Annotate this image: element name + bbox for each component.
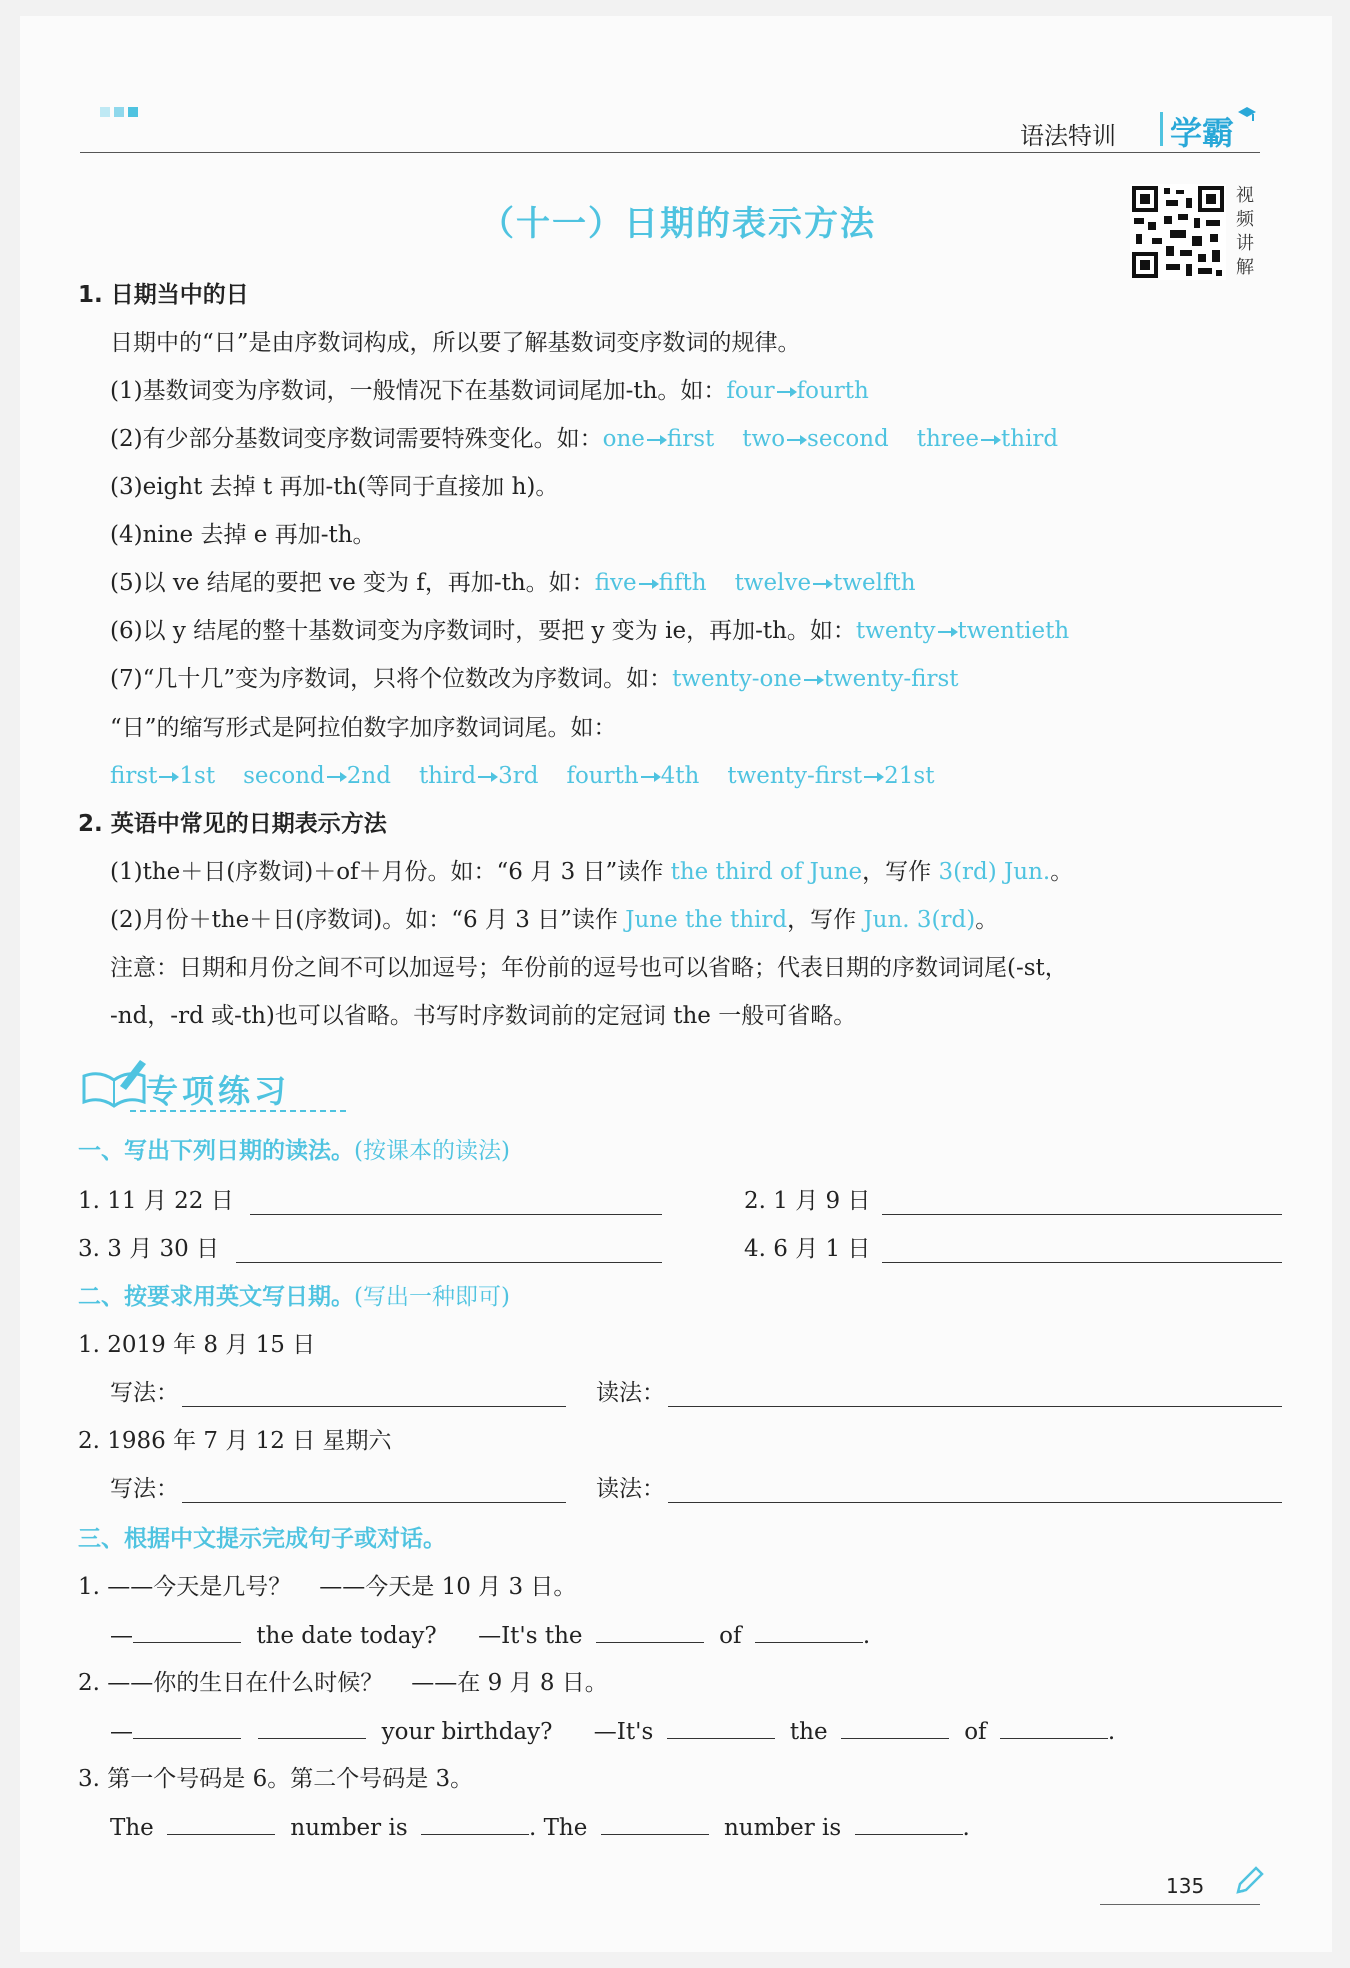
read-label: 读法： <box>596 1380 665 1406</box>
qr-label-char: 频 <box>1236 209 1254 230</box>
arrow-icon <box>639 583 657 585</box>
sec1-item-2: 2. 1 月 9 日 <box>744 1188 871 1214</box>
arrow-icon <box>938 631 956 633</box>
answer-line[interactable] <box>236 1262 662 1263</box>
example-ordinal: 1st <box>179 763 216 789</box>
mortarboard-icon <box>1236 104 1258 130</box>
sec2-item-1: 1. 2019 年 8 月 15 日 <box>78 1332 316 1358</box>
rule-line <box>110 568 916 598</box>
write-answer-line[interactable] <box>182 1502 566 1503</box>
text-fragment: ，写作 <box>787 907 864 933</box>
dash: — <box>110 1719 133 1745</box>
answer-text: ——今天是 10 月 3 日。 <box>319 1574 577 1600</box>
rule-line <box>110 472 558 502</box>
rule-line <box>110 424 1058 454</box>
rule-text: (3)eight 去掉 t 再加-th(等同于直接加 h)。 <box>110 474 559 500</box>
rule-text: (7)“几十几”变为序数词，只将个位数改为序数词。如： <box>110 666 673 692</box>
sec1-item-3: 3. 3 月 30 日 <box>78 1236 220 1262</box>
arrow-icon <box>647 439 665 441</box>
example-base: four <box>726 378 775 404</box>
part2-line1 <box>110 857 1073 887</box>
word: of <box>964 1719 987 1745</box>
example-base: twenty <box>855 618 936 644</box>
example-reading: the third of June <box>670 859 863 885</box>
example-pair <box>742 426 888 452</box>
arrow-icon <box>641 776 659 778</box>
example-ordinal: first <box>666 426 715 452</box>
sec1-title <box>78 1136 510 1166</box>
example-ordinal: 4th <box>660 763 700 789</box>
qr-label <box>1236 184 1258 280</box>
qr-label-char: 视 <box>1236 185 1254 206</box>
write-label: 写法： <box>110 1476 179 1502</box>
word: —It's <box>593 1719 654 1745</box>
section-title-text: 二、按要求用英文写日期。 <box>78 1284 354 1310</box>
abbr-pair <box>566 763 699 789</box>
example-ordinal: 2nd <box>346 763 391 789</box>
rule-text: (1)基数词变为序数词，一般情况下在基数词词尾加-th。如： <box>110 378 727 404</box>
part1-heading: 1. 日期当中的日 <box>78 282 249 308</box>
example-ordinal: third <box>1001 426 1059 452</box>
qr-label-char: 讲 <box>1236 233 1254 254</box>
example-pair <box>856 618 1069 644</box>
example-base: twelve <box>734 570 812 596</box>
answer-line[interactable] <box>882 1214 1282 1215</box>
example-ordinal: 21st <box>884 763 935 789</box>
note-line1: 注意：日期和月份之间不可以加逗号；年份前的逗号也可以省略；代表日期的序数词词尾(-st， <box>110 955 1068 981</box>
abbr-pair <box>110 763 215 789</box>
sec2-item-2: 2. 1986 年 7 月 12 日 星期六 <box>78 1428 392 1454</box>
example-ordinal: twentieth <box>957 618 1070 644</box>
q3-english <box>110 1812 970 1843</box>
workbook-page <box>20 16 1332 1952</box>
q1-english <box>110 1620 870 1651</box>
section-title-text: 一、写出下列日期的读法。 <box>78 1138 354 1164</box>
example-pair <box>672 666 958 692</box>
example-writing: Jun. 3(rd) <box>863 907 976 933</box>
word: your birthday? <box>381 1719 553 1745</box>
write-label: 写法： <box>110 1380 179 1406</box>
q3-chinese: 3. 第一个号码是 6。第二个号码是 3。 <box>78 1766 474 1792</box>
page-number: 135 <box>1166 1874 1205 1898</box>
footer-rule <box>1100 1904 1260 1905</box>
example-pair <box>726 378 868 404</box>
question-text: 1. ——今天是几号？ <box>78 1574 292 1600</box>
rule-text: (4)nine 去掉 e 再加-th。 <box>110 522 376 548</box>
read-answer-line[interactable] <box>668 1502 1282 1503</box>
example-pair <box>735 570 916 596</box>
read-answer-line[interactable] <box>668 1406 1282 1407</box>
abbr-intro: “日”的缩写形式是阿拉伯数字加序数词词尾。如： <box>110 715 617 741</box>
example-base: two <box>742 426 786 452</box>
blank[interactable] <box>1000 1716 1108 1739</box>
example-ordinal: 3rd <box>498 763 539 789</box>
qr-label-char: 解 <box>1236 257 1254 278</box>
blank[interactable] <box>667 1716 775 1739</box>
arrow-icon <box>787 439 805 441</box>
word: number is <box>290 1815 408 1841</box>
example-base: five <box>594 570 637 596</box>
example-reading: June the third <box>625 907 788 933</box>
example-ordinal: twelfth <box>833 570 916 596</box>
example-base: twenty-first <box>727 763 863 789</box>
arrow-icon <box>478 776 496 778</box>
rule-line <box>110 376 869 406</box>
abbr-pair <box>243 763 391 789</box>
arrow-icon <box>864 776 882 778</box>
part1-intro: 日期中的“日”是由序数词构成，所以要了解基数词变序数词的规律。 <box>110 330 801 356</box>
answer-line[interactable] <box>250 1214 662 1215</box>
write-answer-line[interactable] <box>182 1406 566 1407</box>
arrow-icon <box>804 679 822 681</box>
pencil-icon <box>1232 1866 1264 1902</box>
rule-line <box>110 616 1069 646</box>
example-base: twenty-one <box>672 666 802 692</box>
word: the <box>789 1719 828 1745</box>
example-base: fourth <box>566 763 639 789</box>
rule-text: (5)以 ve 结尾的要把 ve 变为 f，再加-th。如： <box>110 570 595 596</box>
header-rule <box>80 152 1260 153</box>
example-base: three <box>916 426 980 452</box>
note-line2: -nd，-rd 或-th)也可以省略。书写时序数词前的定冠词 the 一般可省略。 <box>110 1003 857 1029</box>
blank[interactable] <box>133 1620 241 1643</box>
rule-line <box>110 520 376 550</box>
blank[interactable] <box>596 1620 704 1643</box>
part2-line2 <box>110 905 998 935</box>
abbr-pair <box>727 763 934 789</box>
rule-line <box>110 664 959 694</box>
example-ordinal: fourth <box>796 378 869 404</box>
blank[interactable] <box>601 1812 709 1835</box>
text-fragment: 。 <box>975 907 999 933</box>
word: of <box>719 1623 742 1649</box>
sec1-item-1: 1. 11 月 22 日 <box>78 1188 234 1214</box>
example-ordinal: twenty-first <box>823 666 959 692</box>
blank[interactable] <box>258 1716 366 1739</box>
header-section-label: 语法特训 <box>1020 122 1116 150</box>
blank[interactable] <box>167 1812 275 1835</box>
rule-text: (2)有少部分基数词变序数词需要特殊变化。如： <box>110 426 603 452</box>
example-pair <box>917 426 1058 452</box>
q2-chinese <box>78 1668 608 1698</box>
blank[interactable] <box>855 1812 963 1835</box>
arrow-icon <box>813 583 831 585</box>
read-label: 读法： <box>596 1476 665 1502</box>
example-base: first <box>110 763 158 789</box>
dash: — <box>110 1623 133 1649</box>
q2-english <box>110 1716 1115 1747</box>
word: the date today? <box>256 1623 437 1649</box>
example-writing: 3(rd) Jun. <box>938 859 1051 885</box>
word: number is <box>723 1815 842 1841</box>
period: . <box>862 1623 871 1649</box>
example-base: third <box>418 763 477 789</box>
abbr-pair <box>419 763 539 789</box>
text-fragment: ，写作 <box>862 859 939 885</box>
arrow-icon <box>159 776 177 778</box>
practice-banner-title: 专项练习 <box>146 1072 291 1110</box>
example-ordinal: fifth <box>658 570 707 596</box>
text-fragment: 。 <box>1050 859 1074 885</box>
period: . <box>962 1815 970 1841</box>
blank[interactable] <box>133 1716 241 1739</box>
example-base: second <box>243 763 325 789</box>
page-title: （十一）日期的表示方法 <box>480 204 876 244</box>
example-ordinal: second <box>807 426 889 452</box>
q1-chinese <box>78 1572 576 1602</box>
header-decoration <box>100 102 138 121</box>
text-fragment: (2)月份＋the＋日(序数词)。如：“6 月 3 日”读作 <box>110 907 626 933</box>
arrow-icon <box>777 391 795 393</box>
answer-line[interactable] <box>882 1262 1282 1263</box>
text-fragment: (1)the＋日(序数词)＋of＋月份。如：“6 月 3 日”读作 <box>110 859 671 885</box>
blank[interactable] <box>421 1812 529 1835</box>
section-hint: (按课本的读法) <box>354 1138 510 1164</box>
answer-text: ——在 9 月 8 日。 <box>411 1670 608 1696</box>
rule-text: (6)以 y 结尾的整十基数词变为序数词时，要把 y 变为 ie，再加-th。如： <box>110 618 856 644</box>
arrow-icon <box>981 439 999 441</box>
brand-logo: 学霸 <box>1170 114 1235 152</box>
part2-heading: 2. 英语中常见的日期表示方法 <box>78 811 387 837</box>
example-pair <box>595 570 707 596</box>
section-hint: (写出一种即可) <box>354 1284 510 1310</box>
header-divider <box>1160 112 1163 146</box>
sec3-title: 三、根据中文提示完成句子或对话。 <box>78 1526 446 1552</box>
question-text: 2. ——你的生日在什么时候？ <box>78 1670 384 1696</box>
notebook-pen-icon <box>80 1056 150 1116</box>
example-pair <box>603 426 715 452</box>
blank[interactable] <box>841 1716 949 1739</box>
blank[interactable] <box>755 1620 863 1643</box>
arrow-icon <box>327 776 345 778</box>
word: The <box>110 1815 154 1841</box>
qr-code[interactable] <box>1130 184 1226 280</box>
word: —It's the <box>478 1623 583 1649</box>
sec2-title <box>78 1282 510 1312</box>
example-base: one <box>602 426 645 452</box>
banner-underline <box>130 1110 346 1112</box>
period: . <box>1107 1719 1116 1745</box>
word: . The <box>528 1815 588 1841</box>
abbr-examples <box>110 761 934 791</box>
sec1-item-4: 4. 6 月 1 日 <box>744 1236 871 1262</box>
